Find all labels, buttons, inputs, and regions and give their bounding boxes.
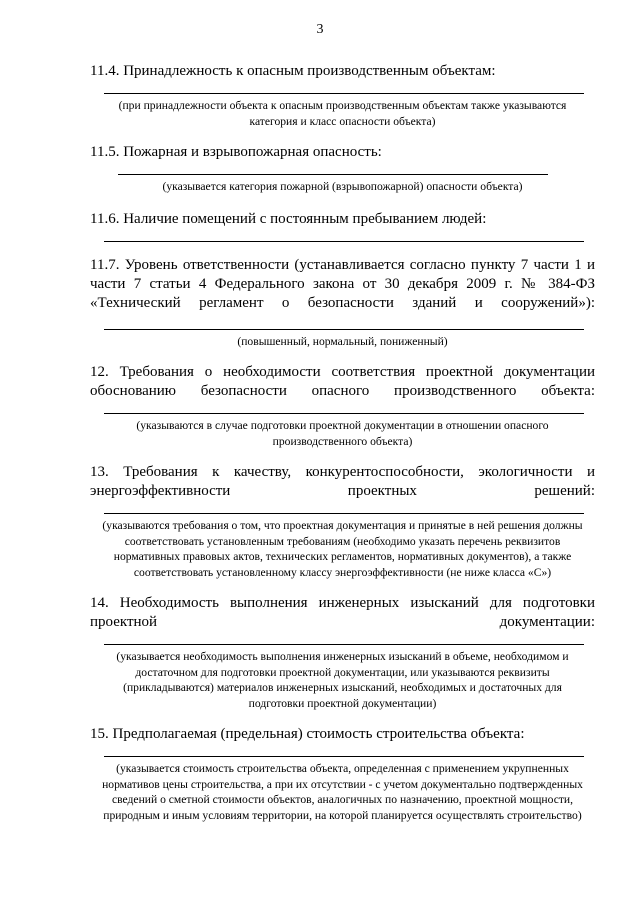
fill-in-line[interactable]: [104, 756, 584, 757]
fill-in-line[interactable]: [104, 513, 584, 514]
field-caption: (указывается стоимость строительства объекта, определенная с применением укрупненных нормативов цены строительства, а при их отсутствии - с учетом документально подтвержденных сведений о сметной стоимости объектов, аналогичных по назначению, проектной мощности, природным и иным условиям территории, на которой планируется осуществлять строительство): [102, 762, 583, 822]
fill-in-line[interactable]: [104, 329, 584, 330]
field-caption: (указывается категория пожарной (взрывопожарной) опасности объекта): [162, 180, 523, 193]
section-heading: 11.6. Наличие помещений с постоянным пребыванием людей:: [90, 210, 487, 227]
section-heading: 15. Предполагаемая (предельная) стоимость строительства объекта:: [90, 726, 525, 742]
field-caption: (повышенный, нормальный, пониженный): [237, 334, 448, 348]
section-heading: 14. Необходимость выполнения инженерных изысканий для подготовки проектной документации:: [90, 595, 595, 630]
fill-in-line[interactable]: [118, 174, 548, 175]
fill-in-line[interactable]: [104, 413, 584, 414]
section-fire-hazard: [90, 143, 595, 195]
section-safety-justification: [90, 363, 595, 449]
field-caption: (при принадлежности объекта к опасным производственным объектам также указываются категория и класс опасности объекта): [118, 99, 567, 128]
form-content: [90, 62, 595, 837]
section-heading: 11.7. Уровень ответственности (устанавливается согласно пункту 7 части 1 и части 7 статьи 4 Федерального закона от 30 декабря 2009 г. № 384-ФЗ «Технический регламент о безопасности зданий и сооружений»):: [90, 256, 595, 311]
section-heading: 11.4. Принадлежность к опасным производственным объектам:: [90, 63, 496, 79]
section-quality-requirements: [90, 463, 595, 580]
section-heading: 11.5. Пожарная и взрывопожарная опасность:: [90, 144, 382, 160]
section-hazardous-facility: [90, 62, 595, 129]
field-caption: (указываются в случае подготовки проектной документации в отношении опасного производственного объекта): [136, 419, 549, 448]
fill-in-line[interactable]: [104, 644, 584, 645]
section-heading: 13. Требования к качеству, конкурентоспособности, экологичности и энергоэффективности проектных решений:: [90, 464, 595, 499]
section-occupied-premises: [90, 210, 595, 242]
section-construction-cost: [90, 725, 595, 823]
fill-in-line[interactable]: [104, 93, 584, 94]
section-engineering-surveys: [90, 594, 595, 711]
section-responsibility-level: [90, 256, 595, 350]
page-number: 3: [316, 22, 324, 37]
section-heading: 12. Требования о необходимости соответствия проектной документации обоснованию безопасности опасного производственного объекта:: [90, 364, 595, 399]
field-caption: (указывается необходимость выполнения инженерных изысканий в объеме, необходимом и достаточном для подготовки проектной документации, или указываются реквизиты (прикладываются) материалов инженерных изысканий, необходимых и достаточных для подготовки проектной документации): [116, 650, 569, 710]
fill-in-line[interactable]: [104, 241, 584, 242]
field-caption: (указываются требования о том, что проектная документация и принятые в ней решения должны соответствовать установленным требованиям (необходимо указать перечень реквизитов нормативных правовых актов, технических регламентов, нормативных документов), а также соответствовать установленному классу энергоэффективности (не ниже класса «С»): [102, 519, 583, 579]
